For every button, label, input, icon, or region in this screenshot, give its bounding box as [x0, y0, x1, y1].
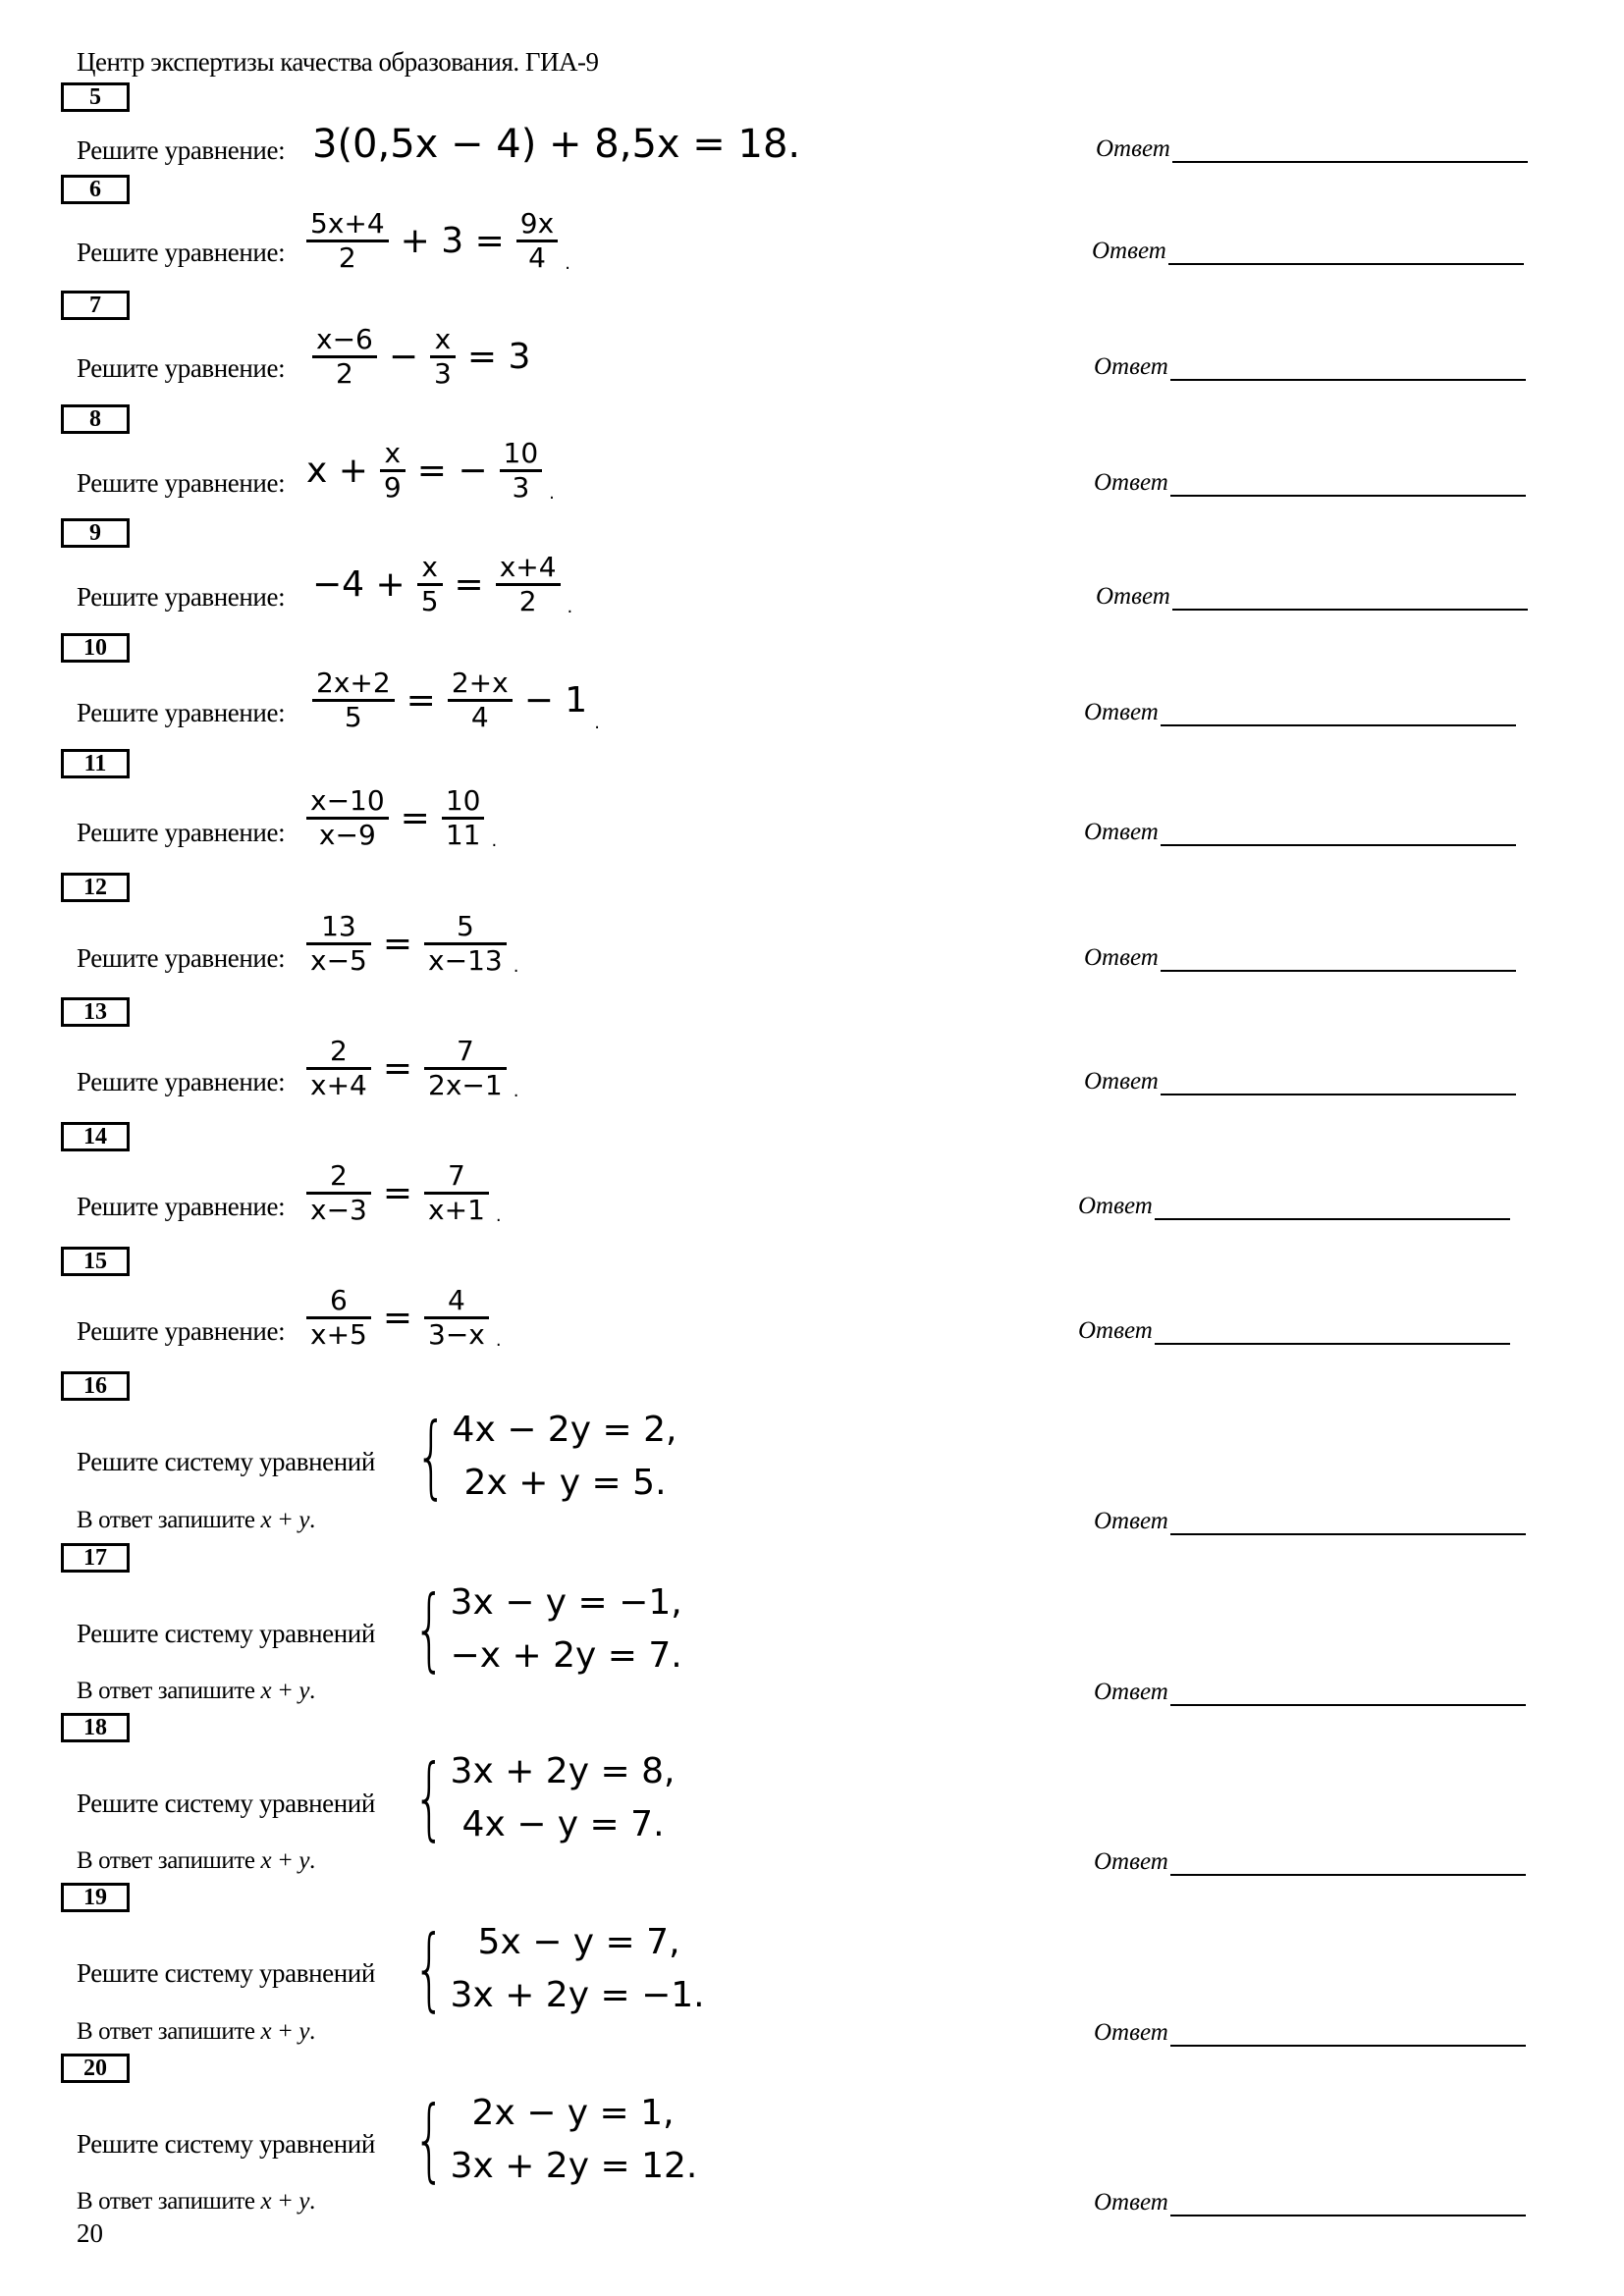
- answer-field[interactable]: [1084, 817, 1516, 846]
- brace-icon: {: [413, 1916, 446, 2021]
- answer-label: Ответ: [1094, 2019, 1168, 2046]
- task-prompt: Решите систему уравнений: [77, 1789, 375, 1818]
- equation: $\frac{2}{x-3}$ = $\frac{7}{x+1}$ .: [300, 1160, 502, 1226]
- fraction: $\frac{10}{11}$: [442, 785, 485, 851]
- equation: 3(0,5x − 4) + 8,5x = 18.: [312, 122, 801, 167]
- fraction: $\frac{7}{x+1}$: [424, 1160, 489, 1226]
- answer-field[interactable]: [1094, 467, 1526, 497]
- equation-system: { 4x − 2y = 2, 2x + y = 5.: [415, 1404, 677, 1509]
- task-number: 6: [61, 175, 130, 204]
- answer-label: Ответ: [1094, 1679, 1168, 1705]
- answer-line[interactable]: [1170, 2017, 1526, 2047]
- task-number: 7: [61, 291, 130, 320]
- answer-line[interactable]: [1170, 1846, 1526, 1876]
- equation-system: { 2x − y = 1, 3x + 2y = 12.: [413, 2087, 698, 2192]
- equation: $\frac{13}{x-5}$ = $\frac{5}{x-13}$ .: [300, 911, 518, 977]
- answer-label: Ответ: [1084, 819, 1159, 845]
- answer-field[interactable]: [1094, 351, 1526, 381]
- fraction: $\frac{9x}{4}$: [516, 208, 558, 274]
- fraction: $\frac{4}{3-x}$: [424, 1285, 489, 1351]
- task-number: 9: [61, 518, 130, 548]
- task-hint: В ответ запишите x + y.: [77, 2018, 315, 2045]
- answer-field[interactable]: [1084, 942, 1516, 972]
- task-hint: В ответ запишите x + y.: [77, 2188, 315, 2215]
- fraction: $\frac{2+x}{4}$: [448, 667, 513, 733]
- task-number: 14: [61, 1122, 130, 1151]
- answer-line[interactable]: [1161, 817, 1516, 846]
- answer-label: Ответ: [1084, 1068, 1159, 1095]
- answer-line[interactable]: [1155, 1191, 1510, 1220]
- fraction: $\frac{5}{x-13}$: [424, 911, 507, 977]
- answer-label: Ответ: [1094, 469, 1168, 496]
- answer-line[interactable]: [1172, 133, 1528, 163]
- task-prompt: Решите систему уравнений: [77, 1619, 375, 1648]
- task-prompt: Решите уравнение:: [77, 582, 286, 612]
- fraction: $\frac{7}{2x-1}$: [424, 1036, 507, 1101]
- fraction: $\frac{x-6}{2}$: [312, 324, 377, 390]
- task-number: 15: [61, 1247, 130, 1276]
- task-prompt: Решите уравнение:: [77, 698, 286, 727]
- answer-line[interactable]: [1170, 2187, 1526, 2216]
- answer-line[interactable]: [1170, 351, 1526, 381]
- answer-line[interactable]: [1170, 1506, 1526, 1535]
- equation-system: { 3x + 2y = 8, 4x − y = 7.: [413, 1745, 676, 1850]
- task-prompt: Решите уравнение:: [77, 353, 286, 383]
- page-header: Центр экспертизы качества образования. ГИА-9: [77, 47, 599, 77]
- equation: $\frac{2x+2}{5}$ = $\frac{2+x}{4}$ − 1 .: [306, 667, 600, 733]
- fraction: $\frac{x+4}{2}$: [496, 552, 561, 617]
- fraction: $\frac{x}{3}$: [430, 324, 456, 390]
- answer-line[interactable]: [1155, 1315, 1510, 1345]
- answer-line[interactable]: [1161, 697, 1516, 726]
- fraction: $\frac{13}{x-5}$: [306, 911, 371, 977]
- answer-field[interactable]: [1094, 1846, 1526, 1876]
- answer-label: Ответ: [1078, 1317, 1153, 1344]
- task-prompt: Решите систему уравнений: [77, 2129, 375, 2159]
- equation: $\frac{x-6}{2}$ − $\frac{x}{3}$ = 3: [306, 324, 536, 390]
- answer-label: Ответ: [1084, 944, 1159, 971]
- task-prompt: Решите уравнение:: [77, 1192, 286, 1221]
- fraction: $\frac{x-10}{x-9}$: [306, 785, 389, 851]
- task-prompt: Решите уравнение:: [77, 1316, 286, 1346]
- task-number: 11: [61, 749, 130, 778]
- equation: $\frac{2}{x+4}$ = $\frac{7}{2x-1}$ .: [300, 1036, 518, 1101]
- task-prompt: Решите систему уравнений: [77, 1447, 375, 1476]
- answer-label: Ответ: [1094, 353, 1168, 380]
- answer-line[interactable]: [1161, 1066, 1516, 1095]
- equation: −4 + $\frac{x}{5}$ = $\frac{x+4}{2}$ .: [312, 551, 573, 617]
- answer-line[interactable]: [1172, 581, 1528, 611]
- answer-field[interactable]: [1084, 697, 1516, 726]
- task-prompt: Решите уравнение:: [77, 1067, 286, 1096]
- task-number: 12: [61, 873, 130, 902]
- equation: $\frac{5x+4}{2}$ + 3 = $\frac{9x}{4}$ .: [300, 208, 570, 274]
- answer-field[interactable]: [1096, 581, 1528, 611]
- task-number: 18: [61, 1713, 130, 1742]
- task-hint: В ответ запишите x + y.: [77, 1847, 315, 1874]
- task-number: 16: [61, 1371, 130, 1401]
- fraction: $\frac{5x+4}{2}$: [306, 208, 389, 274]
- equation: $\frac{x-10}{x-9}$ = $\frac{10}{11}$ .: [300, 785, 497, 851]
- task-number: 5: [61, 82, 130, 112]
- answer-field[interactable]: [1094, 2187, 1526, 2216]
- brace-icon: {: [413, 2087, 446, 2192]
- answer-label: Ответ: [1094, 1508, 1168, 1534]
- fraction: $\frac{2}{x+4}$: [306, 1036, 371, 1101]
- task-prompt: Решите уравнение:: [77, 135, 286, 165]
- answer-label: Ответ: [1096, 135, 1170, 162]
- answer-label: Ответ: [1084, 699, 1159, 725]
- fraction: $\frac{2x+2}{5}$: [312, 667, 395, 733]
- answer-line[interactable]: [1161, 942, 1516, 972]
- answer-field[interactable]: [1078, 1191, 1510, 1220]
- answer-field[interactable]: [1094, 1677, 1526, 1706]
- answer-label: Ответ: [1094, 1848, 1168, 1875]
- answer-field[interactable]: [1096, 133, 1528, 163]
- task-prompt: Решите уравнение:: [77, 468, 286, 498]
- brace-icon: {: [413, 1576, 446, 1682]
- task-number: 19: [61, 1883, 130, 1912]
- equation: $\frac{6}{x+5}$ = $\frac{4}{3-x}$ .: [300, 1285, 502, 1351]
- answer-field[interactable]: [1078, 1315, 1510, 1345]
- fraction: $\frac{x}{9}$: [380, 438, 406, 504]
- brace-icon: {: [415, 1404, 448, 1509]
- answer-field[interactable]: [1092, 236, 1524, 265]
- task-number: 17: [61, 1543, 130, 1573]
- task-number: 20: [61, 2054, 130, 2083]
- fraction: $\frac{6}{x+5}$: [306, 1285, 371, 1351]
- task-number: 13: [61, 997, 130, 1027]
- equation-system: { 5x − y = 7, 3x + 2y = −1.: [413, 1916, 705, 2021]
- task-number: 10: [61, 633, 130, 663]
- answer-label: Ответ: [1096, 583, 1170, 610]
- fraction: $\frac{2}{x-3}$: [306, 1160, 371, 1226]
- equation: x + $\frac{x}{9}$ = − $\frac{10}{3}$ .: [306, 437, 555, 504]
- task-prompt: Решите систему уравнений: [77, 1958, 375, 1988]
- task-number: 8: [61, 404, 130, 434]
- equation-system: { 3x − y = −1, −x + 2y = 7.: [413, 1576, 682, 1682]
- answer-label: Ответ: [1078, 1193, 1153, 1219]
- task-prompt: Решите уравнение:: [77, 238, 286, 267]
- fraction: $\frac{x}{5}$: [417, 552, 443, 617]
- answer-line[interactable]: [1170, 1677, 1526, 1706]
- answer-field[interactable]: [1094, 2017, 1526, 2047]
- answer-field[interactable]: [1094, 1506, 1526, 1535]
- answer-label: Ответ: [1092, 238, 1166, 264]
- answer-line[interactable]: [1168, 236, 1524, 265]
- task-prompt: Решите уравнение:: [77, 943, 286, 973]
- task-hint: В ответ запишите x + y.: [77, 1507, 315, 1533]
- fraction: $\frac{10}{3}$: [500, 438, 543, 504]
- task-hint: В ответ запишите x + y.: [77, 1678, 315, 1704]
- answer-line[interactable]: [1170, 467, 1526, 497]
- brace-icon: {: [413, 1745, 446, 1850]
- answer-field[interactable]: [1084, 1066, 1516, 1095]
- task-prompt: Решите уравнение:: [77, 818, 286, 847]
- page-number: 20: [77, 2218, 103, 2248]
- answer-label: Ответ: [1094, 2189, 1168, 2216]
